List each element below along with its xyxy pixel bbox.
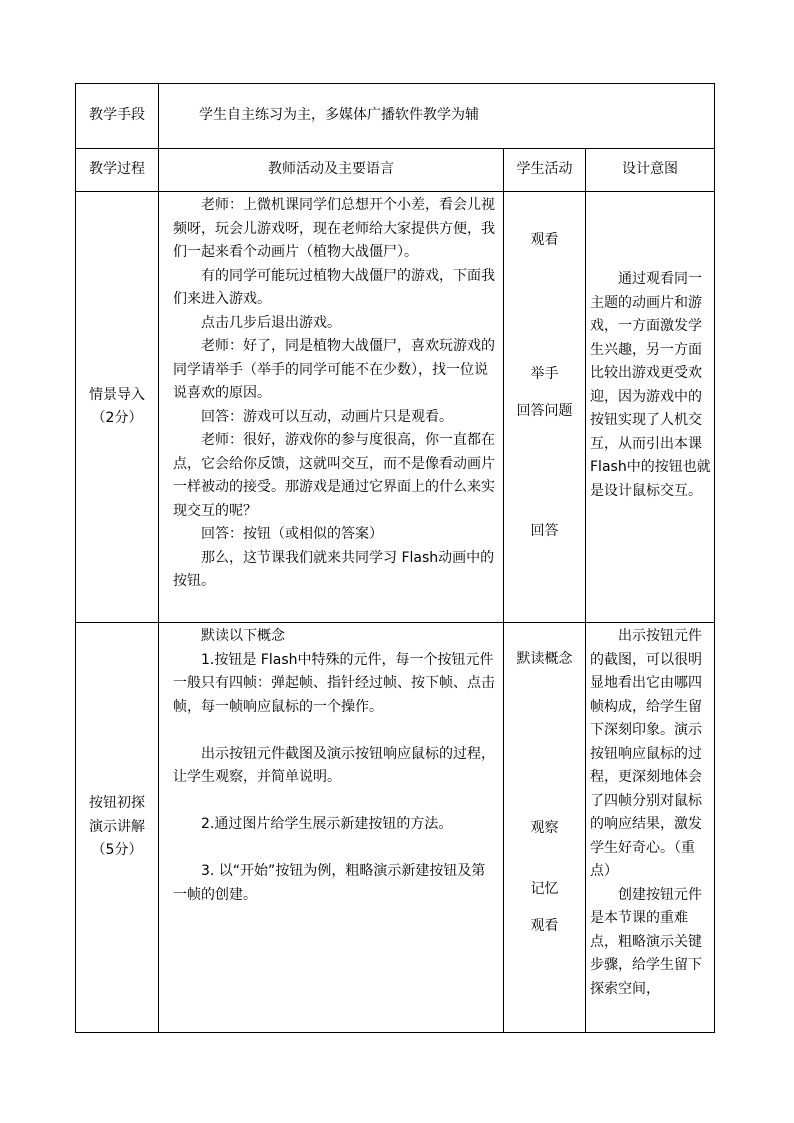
teacher-paragraph: 默读以下概念 <box>201 628 285 644</box>
method-row <box>76 84 715 149</box>
student-activity: 观看 <box>530 232 559 248</box>
student-activity: 记忆 <box>530 881 559 897</box>
col-header-design: 设计意图 <box>586 149 715 192</box>
method-label: 教学手段 <box>76 84 159 149</box>
teacher-paragraph: 出示按钮元件截图及演示按钮响应鼠标的过程，让学生观察，并简单说明。 <box>173 745 495 785</box>
design-intent-text: 出示按钮元件的截图，可以很明显地看出它由哪四帧构成，给学生留下深刻印象。演示按钮响应鼠标的过程，更深刻地体会了四帧分别对鼠标的响应结果，激发学生好奇心。（重点） <box>590 628 702 879</box>
teacher-activity-cell <box>159 623 504 1033</box>
col-header-process: 教学过程 <box>76 149 159 192</box>
stage-duration: （5分） <box>91 842 143 859</box>
teacher-paragraph: 有的同学可能玩过植物大战僵尸的游戏，下面我们来进入游戏。 <box>173 267 495 307</box>
teacher-paragraph: 老师：好了，同是植物大战僵尸，喜欢玩游戏的同学请举手（举手的同学可能不在少数），找一位说说喜欢的原因。 <box>173 338 495 401</box>
student-activity: 回答 <box>530 522 559 539</box>
teacher-paragraph: 1.按钮是 Flash中特殊的元件，每一个按钮元件一般只有四帧：弹起帧、指针经过帧、按下帧、点击帧，每一帧响应鼠标的一个操作。 <box>173 651 495 715</box>
stage-cell <box>76 192 159 623</box>
method-value: 学生自主练习为主，多媒体广播软件教学为辅 <box>159 84 715 149</box>
teacher-paragraph: 点击几步后退出游戏。 <box>201 314 341 331</box>
col-header-teacher: 教师活动及主要语言 <box>159 149 504 192</box>
col-header-student: 学生活动 <box>504 149 586 192</box>
stage-name: 按钮初探演示讲解 <box>88 795 145 835</box>
section-row-intro <box>76 192 715 623</box>
lesson-plan-table <box>75 83 715 1033</box>
teacher-paragraph: 回答：游戏可以互动，动画片只是观看。 <box>201 408 453 425</box>
student-activity: 观看 <box>530 917 559 934</box>
header-row <box>76 149 715 192</box>
design-intent-cell <box>586 623 715 1033</box>
design-intent-cell <box>586 192 715 623</box>
section-row-button-intro <box>76 623 715 1033</box>
student-activity: 观察 <box>530 819 559 836</box>
teacher-activity-cell <box>159 192 504 623</box>
student-activity: 默读概念 <box>516 651 573 667</box>
teacher-paragraph: 那么，这节课我们就来共同学习 Flash动画中的按钮。 <box>173 549 495 589</box>
teacher-paragraph: 回答：按钮（或相似的答案） <box>201 526 383 542</box>
teacher-paragraph: 2.通过图片给学生展示新建按钮的方法。 <box>201 816 453 832</box>
teacher-paragraph: 老师：很好，游戏你的参与度很高，你一直都在点，它会给你反馈，这就叫交互，而不是像看动画片一样被动的接受。那游戏是通过它界面上的什么来实现交互的呢？ <box>173 432 495 519</box>
stage-cell <box>76 623 159 1033</box>
teacher-paragraph: 老师：上微机课同学们总想开个小差，看会儿视频呀，玩会儿游戏呀，现在老师给大家提供方便，我们一起来看个动画片（植物大战僵尸）。 <box>173 197 495 260</box>
design-intent-text: 通过观看同一主题的动画片和游戏，一方面激发学生兴趣，另一方面比较出游戏更受欢迎，因为游戏中的按钮实现了人机交互，从而引出本课 Flash中的按钮也就是设计鼠标交互。 <box>590 271 711 499</box>
design-intent-text: 创建按钮元件是本节课的重难点，粗略演示关键步骤，给学生留下探索空间， <box>590 886 702 997</box>
teacher-paragraph: 3. 以“开始”按钮为例，粗略演示新建按钮及第一帧的创建。 <box>173 863 486 903</box>
stage-name: 情景导入 <box>89 386 145 403</box>
student-activity: 举手 <box>530 365 559 382</box>
student-activity: 回答问题 <box>516 403 573 419</box>
stage-duration: （2分） <box>91 410 143 426</box>
student-activity-cell <box>504 192 586 623</box>
student-activity-cell <box>504 623 586 1033</box>
